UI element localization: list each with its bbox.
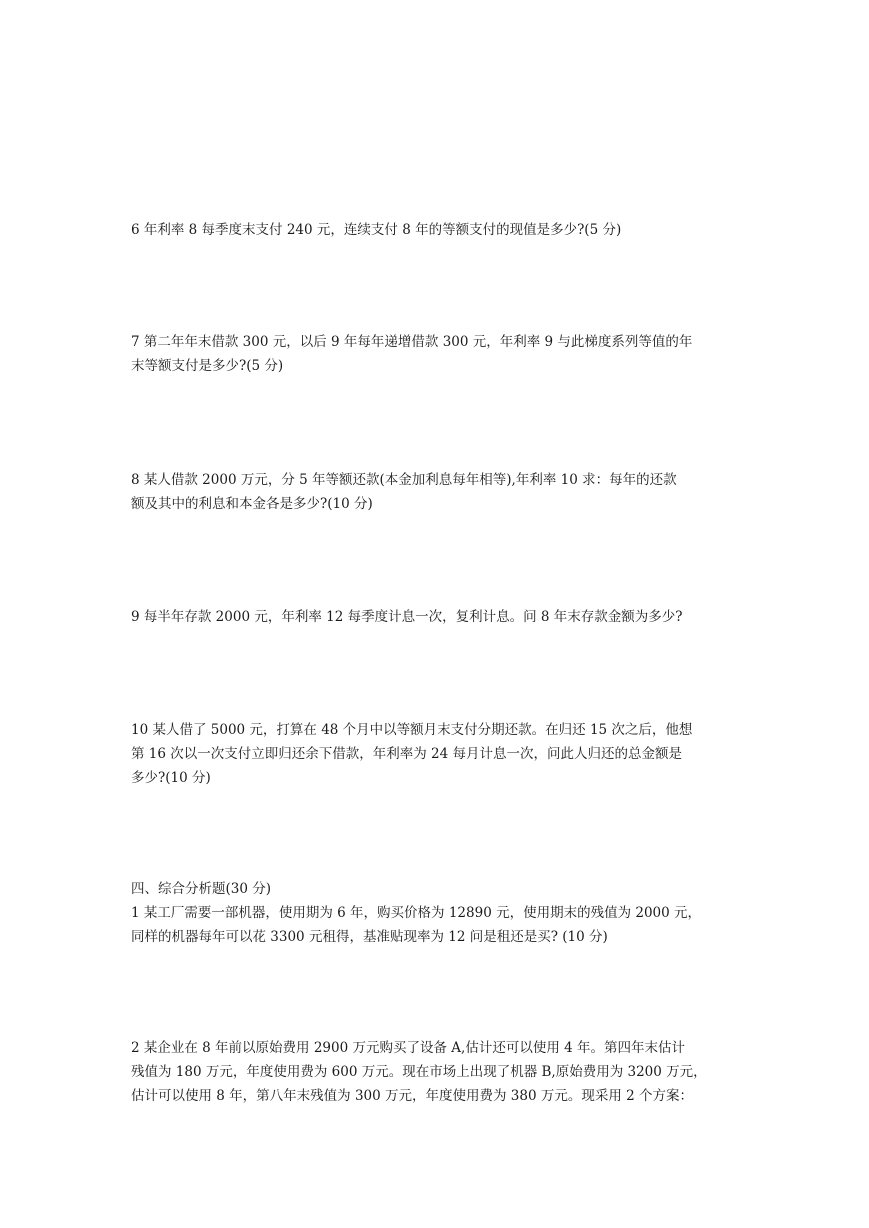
section4-question-2 [131,1036,741,1108]
section4-question-1-line: 1 某工厂需要一部机器，使用期为 6 年，购买价格为 12890 元，使用期末的残值为 2000 元， [131,905,702,921]
section4-question-1-line: 同样的机器每年可以花 3300 元租得，基准贴现率为 12 问是租还是买? (10 分) [131,929,608,945]
section-heading: 四、综合分析题(30 分) [131,881,272,897]
question-9-line: 9 每半年存款 2000 元，年利率 12 每季度计息一次，复利计息。问 8 年末存款金额为多少? [131,609,683,625]
question-7 [131,330,741,378]
question-10-line: 10 某人借了 5000 元，打算在 48 个月中以等额月末支付分期还款。在归还 15 次之后，他想 [131,722,693,738]
question-10-line: 多少?(10 分) [131,770,211,786]
question-8-line: 8 某人借款 2000 万元，分 5 年等额还款(本金加利息每年相等),年利率 10 求：每年的还款 [131,472,677,488]
question-8 [131,468,741,516]
section4-question-2-line: 残值为 180 万元，年度使用费为 600 万元。现在市场上出现了机器 B,原始费用为 3200 万元， [131,1064,707,1080]
question-6-line: 6 年利率 8 每季度末支付 240 元，连续支付 8 年的等额支付的现值是多少?(5 分) [131,222,622,238]
section4-question-2-line: 估计可以使用 8 年，第八年末残值为 300 万元，年度使用费为 380 万元。现采用 2 个方案： [131,1088,694,1104]
question-7-line: 末等额支付是多少?(5 分) [131,358,284,374]
section4-question-2-line: 2 某企业在 8 年前以原始费用 2900 万元购买了设备 A,估计还可以使用 4 年。第四年末估计 [131,1040,685,1056]
question-10 [131,718,741,790]
question-7-line: 7 第二年年末借款 300 元，以后 9 年每年递增借款 300 元，年利率 9 与此梯度系列等值的年 [131,334,693,350]
question-6 [131,218,741,242]
question-10-line: 第 16 次以一次支付立即归还余下借款，年利率为 24 每月计息一次，问此人归还的总金额是 [131,746,683,762]
section-4 [131,877,741,949]
question-9 [131,605,741,629]
question-8-line: 额及其中的利息和本金各是多少?(10 分) [131,496,373,512]
